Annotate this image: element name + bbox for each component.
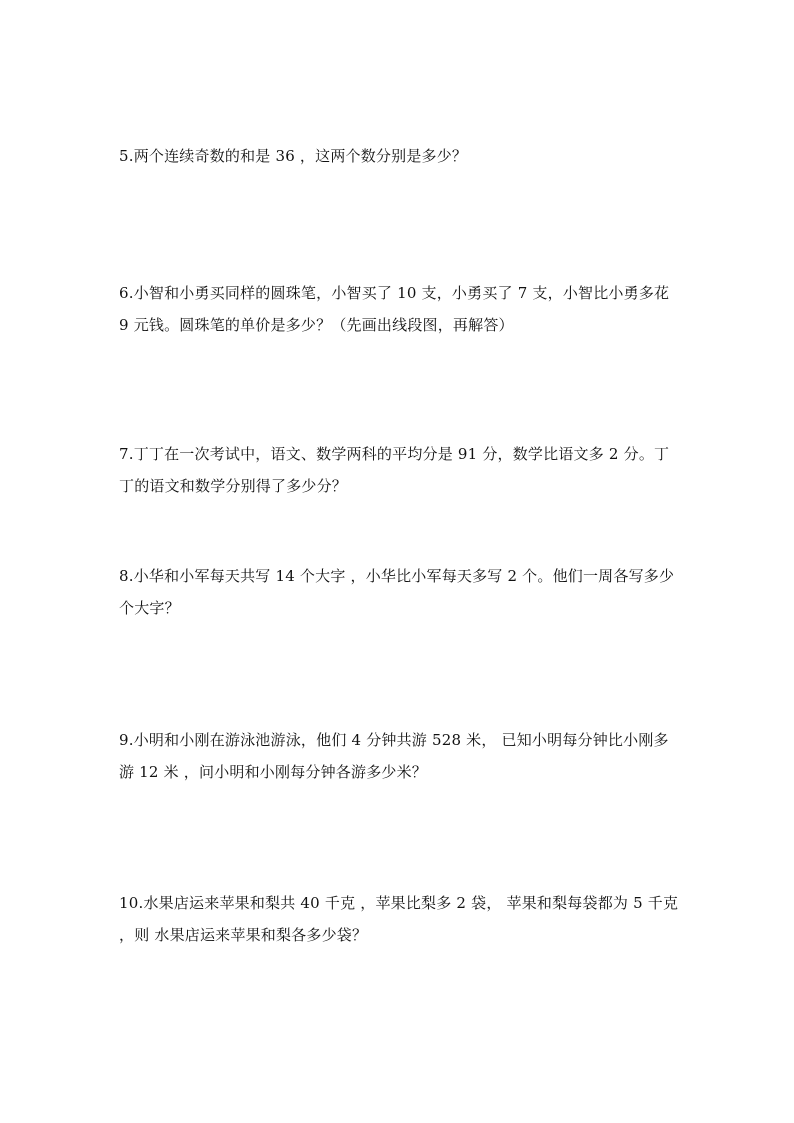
question-10: 10.水果店运来苹果和梨共 40 千克 ，苹果比梨多 2 袋， 苹果和梨每袋都为 5 千克 ，则 水果店运来苹果和梨各多少袋？	[119, 894, 679, 944]
question-9: 9.小明和小刚在游泳池游泳，他们 4 分钟共游 528 米， 已知小明每分钟比小刚多游 12 米 ，问小明和小刚每分钟各游多少米？	[119, 731, 669, 781]
question-5: 5.两个连续奇数的和是 36 ，这两个数分别是多少？	[119, 147, 468, 165]
question-8: 8.小华和小军每天共写 14 个大字 ，小华比小军每天多写 2 个。他们一周各写多少个大字？	[119, 567, 675, 617]
question-6: 6.小智和小勇买同样的圆珠笔，小智买了 10 支，小勇买了 7 支，小智比小勇多花 9 元钱。圆珠笔的单价是多少？（先画出线段图，再解答）	[119, 284, 670, 334]
question-7: 7.丁丁在一次考试中，语文、数学两科的平均分是 91 分，数学比语文多 2 分。丁丁的语文和数学分别得了多少分？	[119, 445, 670, 495]
